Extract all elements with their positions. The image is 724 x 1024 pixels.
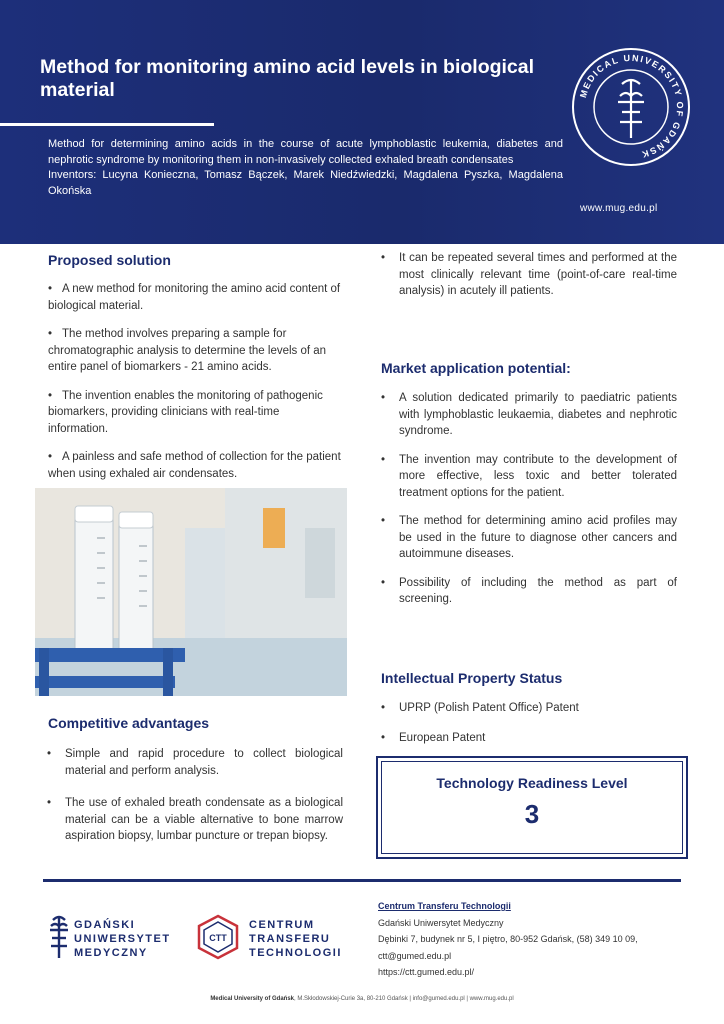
gumed-logo [48,914,178,962]
market-potential-list [381,390,677,620]
list-item: • The invention may contribute to the development of more effective, less toxic and better tolerated treatment options for the patient. [381,452,677,502]
trl-value: 3 [524,799,540,829]
lab-test-tubes-photo [35,488,347,696]
contact-address: Dębinki 7, budynek nr 5, I piętro, 80-952 Gdańsk, (58) 349 10 09, [378,934,638,944]
contact-block [378,898,638,981]
ip-status-list [381,700,677,758]
inventors-text: Inventors: Lucyna Konieczna, Tomasz Bączek, Marek Niedźwiedzki, Magdalena Pyszka, Magdalena Okońska [48,169,563,197]
ctt-logo [195,914,355,962]
ctt-badge-text: CTT [209,933,227,943]
list-item: • The invention enables the monitoring of pathogenic biomarkers, providing clinicians with real-time information. [48,388,342,438]
university-seal-logo [570,46,692,168]
seal-text: MEDICAL UNIVERSITY OF GDAŃSK [577,52,686,160]
list-item: • A solution dedicated primarily to paediatric patients with lymphoblastic leukaemia, diabetes and nephrotic syndrome. [381,390,677,440]
contact-url[interactable]: https://ctt.gumed.edu.pl/ [378,967,475,977]
contact-email[interactable]: ctt@gumed.edu.pl [378,950,452,961]
list-item: • It can be repeated several times and performed at the most clinically relevant time (point-of-care real-time analysis) in acutely ill patients. [381,250,677,300]
gumed-logo-text: GDAŃSKI UNIWERSYTET MEDYCZNY [74,919,171,959]
proposed-solution-list [48,281,342,494]
trl-box [376,756,688,859]
list-item: • European Patent [381,730,677,747]
list-item: • The method for determining amino acid profiles may be used in the future to diagnose other cancers and autoimmune diseases. [381,513,677,563]
market-potential-heading: Market application potential: [381,360,571,376]
list-item: • Possibility of including the method as part of screening. [381,575,677,608]
test-tubes-illustration [35,488,347,696]
ip-status-heading: Intellectual Property Status [381,670,563,686]
proposed-solution-heading: Proposed solution [48,252,171,268]
page-title: Method for monitoring amino acid levels in biological material [40,56,535,101]
proposed-solution-continued [381,250,677,312]
list-item: • A painless and safe method of collection for the patient when using exhaled air condensates. [48,449,342,482]
gumed-emblem-icon [48,914,70,960]
contact-org: Gdański Uniwersytet Medyczny [378,917,504,928]
website-url[interactable]: www.mug.edu.pl [580,203,658,214]
footer-divider [43,879,681,882]
contact-name: Centrum Transferu Technologii [378,901,511,911]
ctt-logo-text: CENTRUM TRANSFERU TECHNOLOGII [249,919,342,959]
ctt-hexagon-icon [195,914,241,960]
competitive-advantages-list [47,746,343,857]
list-item: • The use of exhaled breath condensate as a biological material can be a viable alternative to bone marrow aspiration biopsy, lumbar puncture or trepan biopsy. [47,795,343,845]
description-text: Method for determining amino acids in the course of acute lymphoblastic leukemia, diabetes and nephrotic syndrome by monitoring them in non-invasively collected exhaled breath condensates [48,138,563,166]
bottom-address-line: Medical University of Gdańsk, M.Skłodowskiej-Curie 3a, 80-210 Gdańsk | info@gumed.edu.pl | www.mug.edu.pl [210,996,514,1002]
header-description [48,137,563,199]
list-item: • UPRP (Polish Patent Office) Patent [381,700,677,717]
header-banner [0,0,724,244]
competitive-advantages-heading: Competitive advantages [48,715,210,731]
trl-label: Technology Readiness Level [436,775,628,791]
header-divider [0,123,214,126]
trl-inner-frame [381,761,683,854]
list-item: • Simple and rapid procedure to collect biological material and perform analysis. [47,746,343,779]
list-item: • The method involves preparing a sample for chromatographic analysis to determine the levels of an entire panel of biomarkers - 21 amino acids. [48,326,342,376]
list-item: • A new method for monitoring the amino acid content of biological material. [48,281,342,314]
